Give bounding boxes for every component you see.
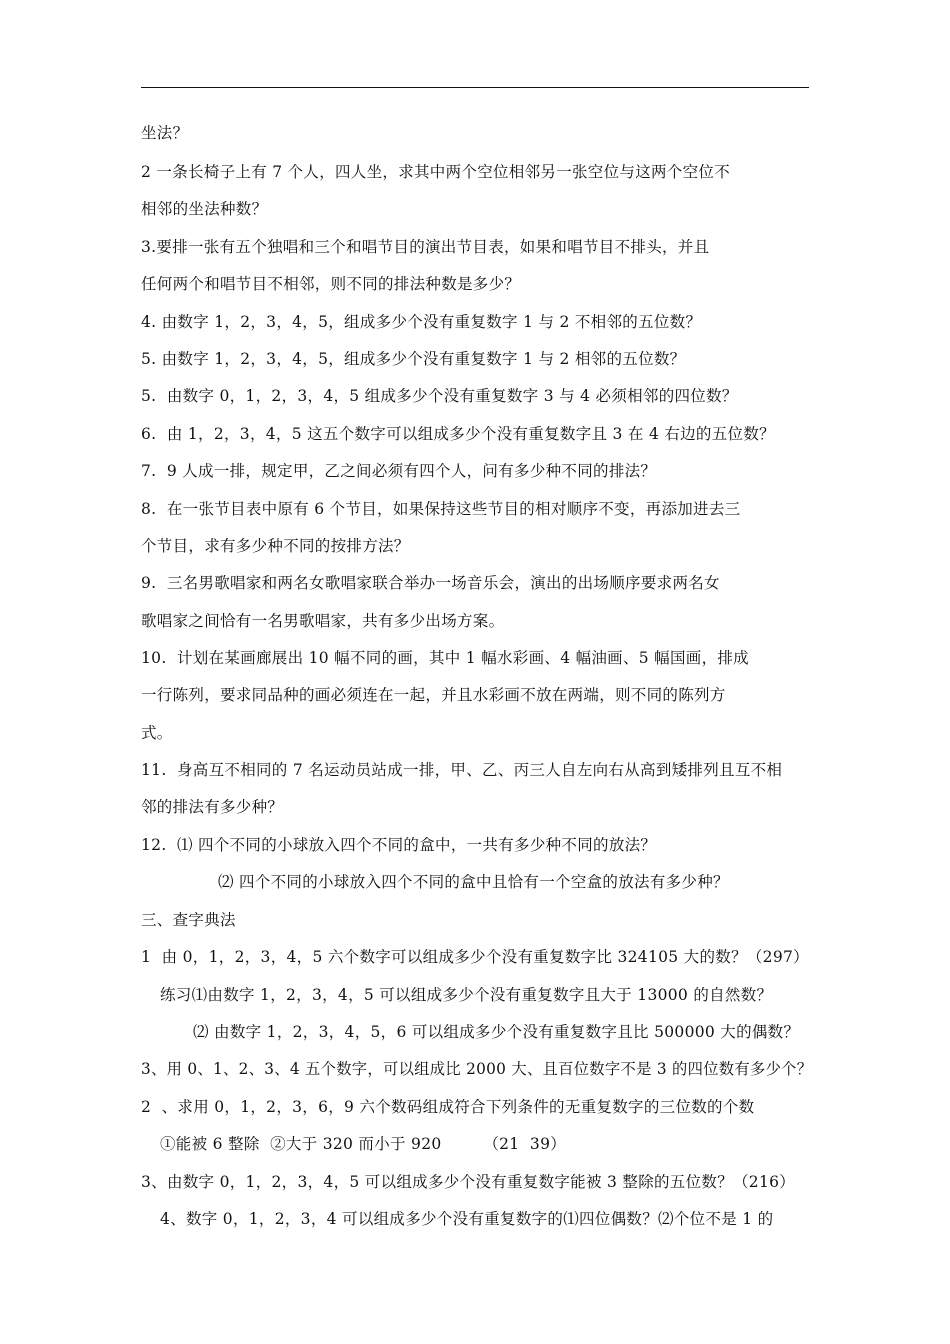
text-line: 6. 由 1，2，3，4，5 这五个数字可以组成多少个没有重复数字且 3 在 4 右边的五位数？ (141, 425, 775, 443)
text-line: 邻的排法有多少种？ (141, 798, 284, 816)
text-line: 12. ⑴ 四个不同的小球放入四个不同的盒中，一共有多少种不同的放法？ (141, 836, 657, 854)
header-rule (141, 87, 809, 88)
text-line: 1 由 0，1，2，3，4，5 六个数字可以组成多少个没有重复数字比 324105 大的数？（297） (141, 948, 809, 966)
text-line: 式。 (141, 724, 173, 742)
text-line: 相邻的坐法种数？ (141, 200, 268, 218)
section-heading: 三、查字典法 (141, 911, 236, 929)
text-line: 4. 由数字 1，2，3，4，5，组成多少个没有重复数字 1 与 2 不相邻的五位数？ (141, 313, 702, 331)
text-line: 2 、求用 0，1，2，3，6，9 六个数码组成符合下列条件的无重复数字的三位数的个数 (141, 1098, 755, 1116)
text-line: 9. 三名男歌唱家和两名女歌唱家联合举办一场音乐会，演出的出场顺序要求两名女 (141, 574, 720, 592)
text-line: ①能被 6 整除 ②大于 320 而小于 920 （21 39） (160, 1135, 567, 1153)
text-line: 个节目，求有多少种不同的按排方法？ (141, 537, 410, 555)
text-line: 7. 9 人成一排，规定甲，乙之间必须有四个人，问有多少种不同的排法？ (141, 462, 657, 480)
text-line: 10. 计划在某画廊展出 10 幅不同的画，其中 1 幅水彩画、4 幅油画、5 幅国画，排成 (141, 649, 749, 667)
text-line: 11. 身高互不相同的 7 名运动员站成一排，甲、乙、丙三人自左向右从高到矮排列且互不相 (141, 761, 783, 779)
text-line: 3.要排一张有五个独唱和三个和唱节目的演出节目表，如果和唱节目不排头，并且 (141, 238, 710, 256)
text-line: 练习⑴由数字 1，2，3，4，5 可以组成多少个没有重复数字且大于 13000 的自然数？ (160, 986, 773, 1004)
text-line: 5. 由数字 1，2，3，4，5，组成多少个没有重复数字 1 与 2 相邻的五位数？ (141, 350, 686, 368)
text-line: ⑵ 四个不同的小球放入四个不同的盒中且恰有一个空盒的放法有多少种？ (218, 873, 729, 891)
text-line: 坐法？ (141, 124, 189, 142)
text-line: 一行陈列，要求同品种的画必须连在一起，并且水彩画不放在两端，则不同的陈列方 (141, 686, 726, 704)
text-line: 3、由数字 0，1，2，3，4，5 可以组成多少个没有重复数字能被 3 整除的五位数？（216） (141, 1173, 796, 1191)
text-line: 歌唱家之间恰有一名男歌唱家，共有多少出场方案。 (141, 612, 505, 630)
text-line: ⑵ 由数字 1，2，3，4，5，6 可以组成多少个没有重复数字且比 500000 大的偶数？ (193, 1023, 800, 1041)
text-line: 任何两个和唱节目不相邻，则不同的排法种数是多少？ (141, 275, 521, 293)
text-line: 5. 由数字 0，1，2，3，4，5 组成多少个没有重复数字 3 与 4 必须相邻的四位数？ (141, 387, 738, 405)
text-line: 3、用 0、1、2、3、4 五个数字，可以组成比 2000 大、且百位数字不是 3 的四位数有多少个？ (141, 1060, 813, 1078)
text-line: 4、数字 0，1，2，3，4 可以组成多少个没有重复数字的⑴四位偶数？⑵个位不是 1 的 (160, 1210, 774, 1228)
text-line: 8. 在一张节目表中原有 6 个节目，如果保持这些节目的相对顺序不变，再添加进去三 (141, 500, 741, 518)
text-line: 2 一条长椅子上有 7 个人，四人坐，求其中两个空位相邻另一张空位与这两个空位不 (141, 163, 731, 181)
